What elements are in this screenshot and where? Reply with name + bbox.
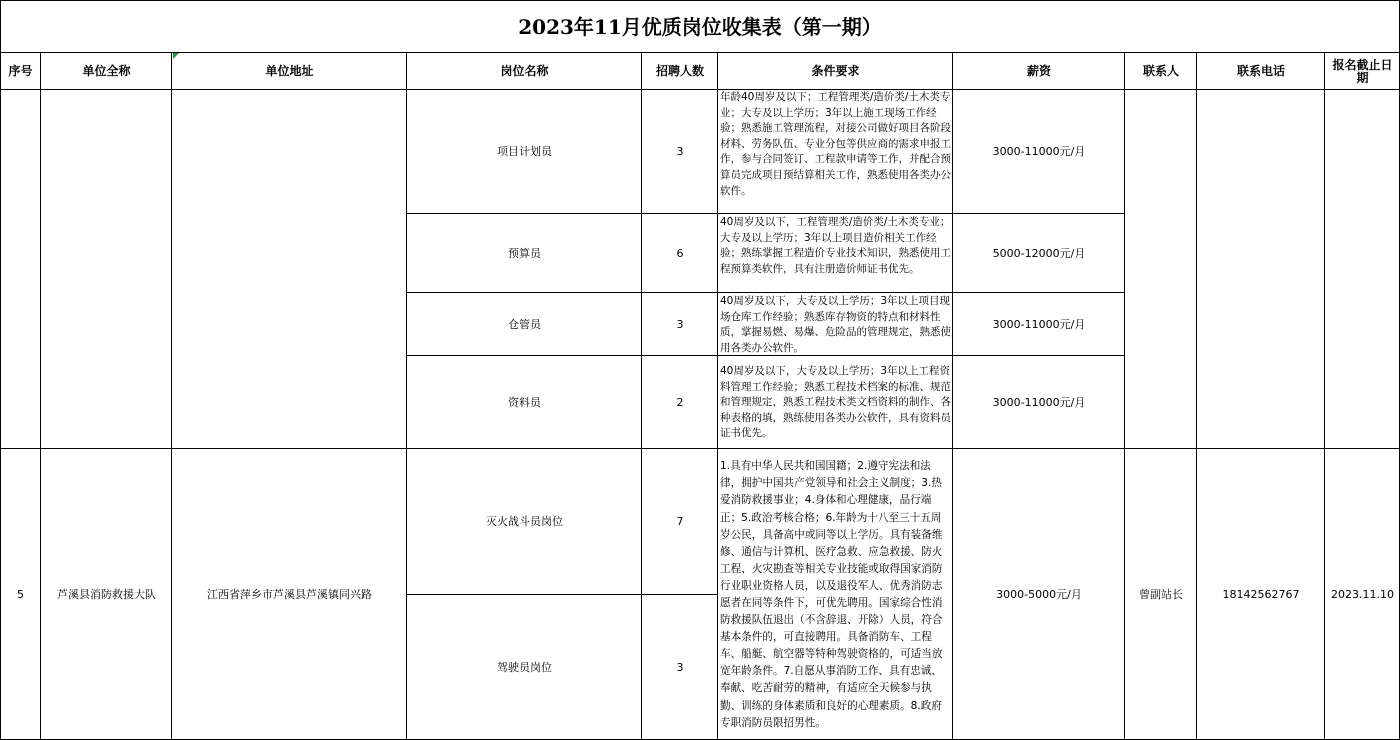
requirements-cell: 1.具有中华人民共和国国籍；2.遵守宪法和法律，拥护中国共产党领导和社会主义制度；3.热爱消防救援事业；4.身体和心理健康，品行端正；5.政治考核合格；6.年龄为十八至三十五周岁公民，具备高中或同等以上学历。具有装备维修、通信与计算机、医疗急救、应急救援、防火工程、火灾勘查等相关专业技能或取得国家消防行业职业资格人员，以及退役军人、优秀消防志愿者在同等条件下，可优先聘用。国家综合性消防救援队伍退出（不含辞退、开除）人员，符合基本条件的，可直接聘用。具备消防车、工程车、船艇、航空器等特种驾驶资格的，可适当放宽年龄条件。7.自愿从事消防工作、具有忠诚、奉献、吃苦耐劳的精神，有适应全天候参与执勤、训练的身体素质和良好的心理素质。8.政府专职消防员限招男性。 [720, 460, 943, 729]
requirements-cell: 年龄40周岁及以下；工程管理类/造价类/土木类专业；大专及以上学历；3年以上施工现场工作经验；熟悉施工管理流程，对接公司做好项目各阶段材料、劳务队伍、专业分包等供应商的需求申报工作，参与合同签订、工程款申请等工作，并配合预算员完成项目预结算相关工作，熟悉使用各类办公软件。 [720, 91, 951, 197]
page-title: 2023年11月优质岗位收集表（第一期） [518, 14, 882, 39]
requirements-cell: 40周岁及以下，大专及以上学历；3年以上项目现场仓库工作经验；熟悉库存物资的特点和材料性质，掌握易燃、易爆、危险品的管理规定，熟悉使用各类办公软件。 [720, 295, 951, 354]
position-cell: 仓管员 [508, 317, 541, 331]
header-salary: 薪资 [1026, 64, 1051, 78]
position-cell: 驾驶员岗位 [497, 660, 552, 674]
header-count: 招聘人数 [655, 64, 704, 78]
count-cell: 3 [676, 145, 684, 158]
salary-cell: 3000-11000元/月 [992, 145, 1086, 158]
count-cell: 3 [676, 317, 684, 331]
phone-cell: 18142562767 [1222, 587, 1300, 601]
count-cell: 6 [676, 246, 684, 260]
header-requirements: 条件要求 [811, 64, 860, 78]
header-seq: 序号 [8, 64, 33, 78]
salary-cell: 3000-5000元/月 [996, 587, 1082, 601]
salary-cell: 5000-12000元/月 [992, 246, 1086, 260]
unit-address-cell: 江西省萍乡市芦溪县芦溪镇同兴路 [207, 587, 372, 601]
header-contact: 联系人 [1142, 64, 1179, 78]
requirements-cell: 40周岁及以下，工程管理类/造价类/土木类专业；大专及以上学历；3年以上项目造价相关工作经验；熟练掌握工程造价专业技术知识，熟悉使用工程预算类软件，具有注册造价师证书优先。 [720, 216, 951, 275]
requirements-cell: 40周岁及以下，大专及以上学历；3年以上工程资料管理工作经验；熟悉工程技术档案的标准、规范和管理规定，熟悉工程技术类文档资料的制作、各种表格的填，熟练使用各类办公软件，具有资料员证书优先。 [720, 365, 951, 440]
contact-cell: 曾副站长 [1139, 587, 1183, 601]
header-deadline: 报名截止日期 [1332, 57, 1393, 85]
header-phone: 联系电话 [1236, 64, 1285, 78]
salary-cell: 3000-11000元/月 [992, 317, 1086, 331]
salary-cell: 3000-11000元/月 [992, 395, 1086, 409]
unit-name-cell: 芦溪县消防救援大队 [57, 587, 156, 601]
position-cell: 预算员 [508, 246, 541, 260]
cell-comment-marker [173, 53, 179, 59]
position-cell: 项目计划员 [497, 145, 552, 158]
position-cell: 资料员 [508, 395, 541, 409]
header-position: 岗位名称 [500, 64, 549, 78]
deadline-cell: 2023.11.10 [1331, 587, 1394, 601]
count-cell: 2 [676, 395, 684, 409]
count-cell: 3 [676, 660, 684, 674]
seq-cell: 5 [17, 587, 24, 601]
header-unit-name: 单位全称 [82, 64, 131, 78]
position-cell: 灭火战斗员岗位 [486, 515, 563, 528]
header-unit-address: 单位地址 [265, 64, 314, 78]
count-cell: 7 [676, 515, 684, 528]
